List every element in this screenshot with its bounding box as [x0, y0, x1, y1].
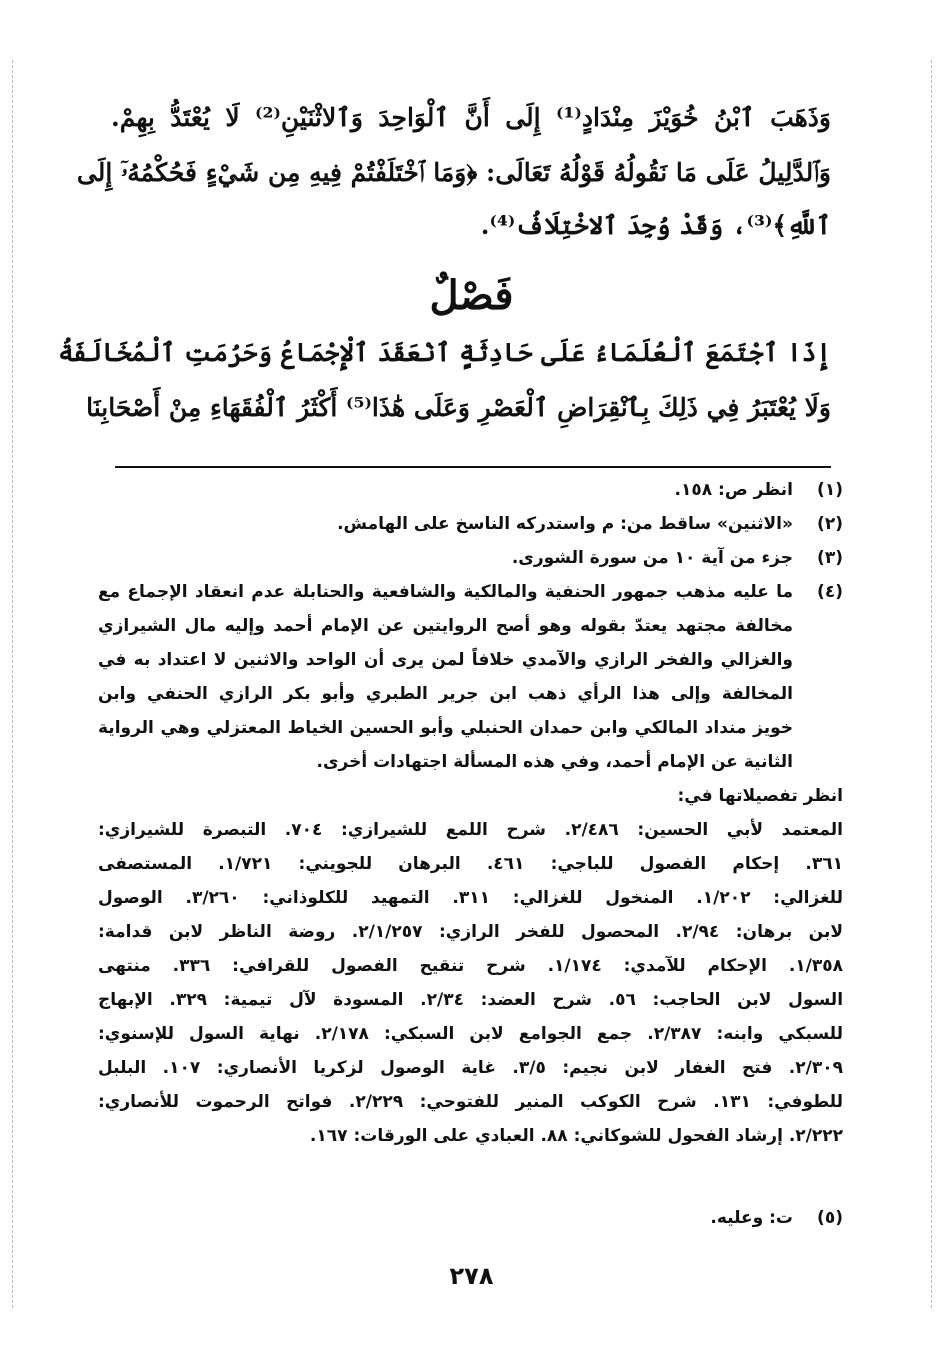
footnote-line: ٢/٢٢٢. إرشاد الفحول للشوكاني: ٨٨. العبادي على الورقات: ١٦٧. — [309, 1126, 843, 1146]
footnote-line: لابن برهان: ٢/٩٤. المحصول للفخر الرازي: ٢/١/٢٥٧. روضة الناظر لابن قدامة: — [98, 922, 843, 942]
footnote-line: للسبكي وابنه: ٢/٣٨٧. جمع الجوامع لابن السبكي: ٢/١٧٨. نهاية السول للإسنوي: — [98, 1024, 844, 1044]
footnote-line: «الاثنين» ساقط من: م واستدركه الناسخ على الهامش. — [337, 514, 793, 534]
footnote-line: والغزالي والفخر الرازي والآمدي خلافاً لمن يرى أن الواحد والاثنين لا اعتداد به في — [98, 650, 793, 670]
main-line-1: وَذَهَبَ ٱبْنُ خُوَيْزَ مِنْدَادٍ⁽¹⁾ إِلَى أَنَّ ٱلْوَاحِدَ وَٱلاثْنَيْنِ⁽²⁾ لَا يُعْتَدُّ بِهِمْ. — [111, 103, 832, 132]
scan-edge-left — [12, 60, 13, 1308]
footnote-line: انظر تفصيلاتها في: — [677, 786, 843, 806]
section-heading: فَصْلٌ — [429, 272, 514, 319]
main-line-2: وَٱلدَّلِيلُ عَلَى مَا نَقُولُهُ قَوْلُهُ تَعَالَى: ﴿وَمَا ٱخْتَلَفْتُمْ فِيهِ مِن شَيْءٍ فَحُكْمُهُۥٓ إِلَى — [76, 158, 831, 187]
footnote-line: انظر ص: ١٥٨. — [674, 480, 793, 500]
footnote-line: ٣٦١. إحكام الفصول للباجي: ٤٦١. البرهان للجويني: ١/٧٢١. المستصفى — [98, 854, 843, 874]
footnote-line: ت: وعليه. — [710, 1208, 793, 1228]
footnote-number: (٤) — [817, 582, 843, 602]
footnote-line: للغزالي: ١/٢٠٢. المنخول للغزالي: ٣١١. التمهيد للكلوذاني: ٣/٢٦٠. الوصول — [98, 888, 844, 908]
section-line-1: إِذَا ٱجْتَمَعَ ٱلْعُلَمَاءُ عَلَى حَادِثَةٍ ٱنْعَقَدَ ٱلْإِجْمَاعُ وَحَرُمَتِ ٱلْمُخَالَفَةُ — [58, 338, 831, 367]
footnote-line: للطوفي: ١٣١. شرح الكوكب المنير للفتوحي: ٢/٢٢٩. فواتح الرحموت للأنصاري: — [98, 1092, 843, 1112]
footnote-line: المخالفة وإلى هذا الرأي ذهب ابن جرير الطبري وأبو بكر الرازي الحنفي وابن — [98, 684, 793, 704]
footnote-line: الثانية عن الإمام أحمد، وفي هذه المسألة اجتهادات أخرى. — [316, 752, 793, 772]
footnote-number: (١) — [817, 480, 843, 500]
footnote-number: (٥) — [817, 1208, 843, 1228]
footnote-number: (٣) — [817, 548, 843, 568]
main-line-3: ٱللَّهِ﴾⁽³⁾، وَقَدْ وُجِدَ ٱلاخْتِلَافُ⁽⁴⁾. — [480, 211, 831, 240]
footnote-line: جزء من آية ١٠ من سورة الشورى. — [511, 548, 793, 568]
section-line-2: وَلَا يُعْتَبَرُ فِي ذَلِكَ بِٱنْقِرَاضِ ٱلْعَصْرِ وَعَلَى هَٰذَا⁽⁵⁾ أَكْثَرُ ٱلْفُقَهَاءِ مِنْ أَصْحَابِنَا — [86, 393, 831, 422]
footnote-number: (٢) — [817, 514, 843, 534]
footnote-line: السول لابن الحاجب: ٥٦. شرح العضد: ٢/٣٤. المسودة لآل تيمية: ٣٢٩. الإبهاج — [98, 990, 844, 1010]
page-number: ٢٧٨ — [449, 1262, 494, 1290]
scan-edge-right — [931, 60, 932, 1308]
footnote-line: ٢/٣٠٩. فتح الغفار لابن نجيم: ٣/٥. غاية الوصول لزكريا الأنصاري: ١٠٧. البلبل — [98, 1058, 843, 1078]
footnote-line: ما عليه مذهب جمهور الحنفية والمالكية والشافعية والحنابلة عدم انعقاد الإجماع مع — [98, 582, 793, 602]
footnote-line: خويز منداد المالكي وابن حمدان الحنبلي وأبو الحسين الخياط المعتزلي وهي الرواية — [98, 718, 793, 738]
footnote-divider — [115, 466, 831, 468]
footnote-line: ١/٣٥٨. الإحكام للآمدي: ١/١٧٤. شرح تنقيح الفصول للقرافي: ٣٣٦. منتهى — [98, 956, 844, 976]
footnote-line: المعتمد لأبي الحسين: ٢/٤٨٦. شرح اللمع للشيرازي: ٧٠٤. التبصرة للشيرازي: — [98, 820, 844, 840]
footnote-line: مخالفة مجتهد يعتدّ بقوله وهو أصح الروايتين عن الإمام أحمد وإليه مال الشيرازي — [98, 616, 793, 636]
